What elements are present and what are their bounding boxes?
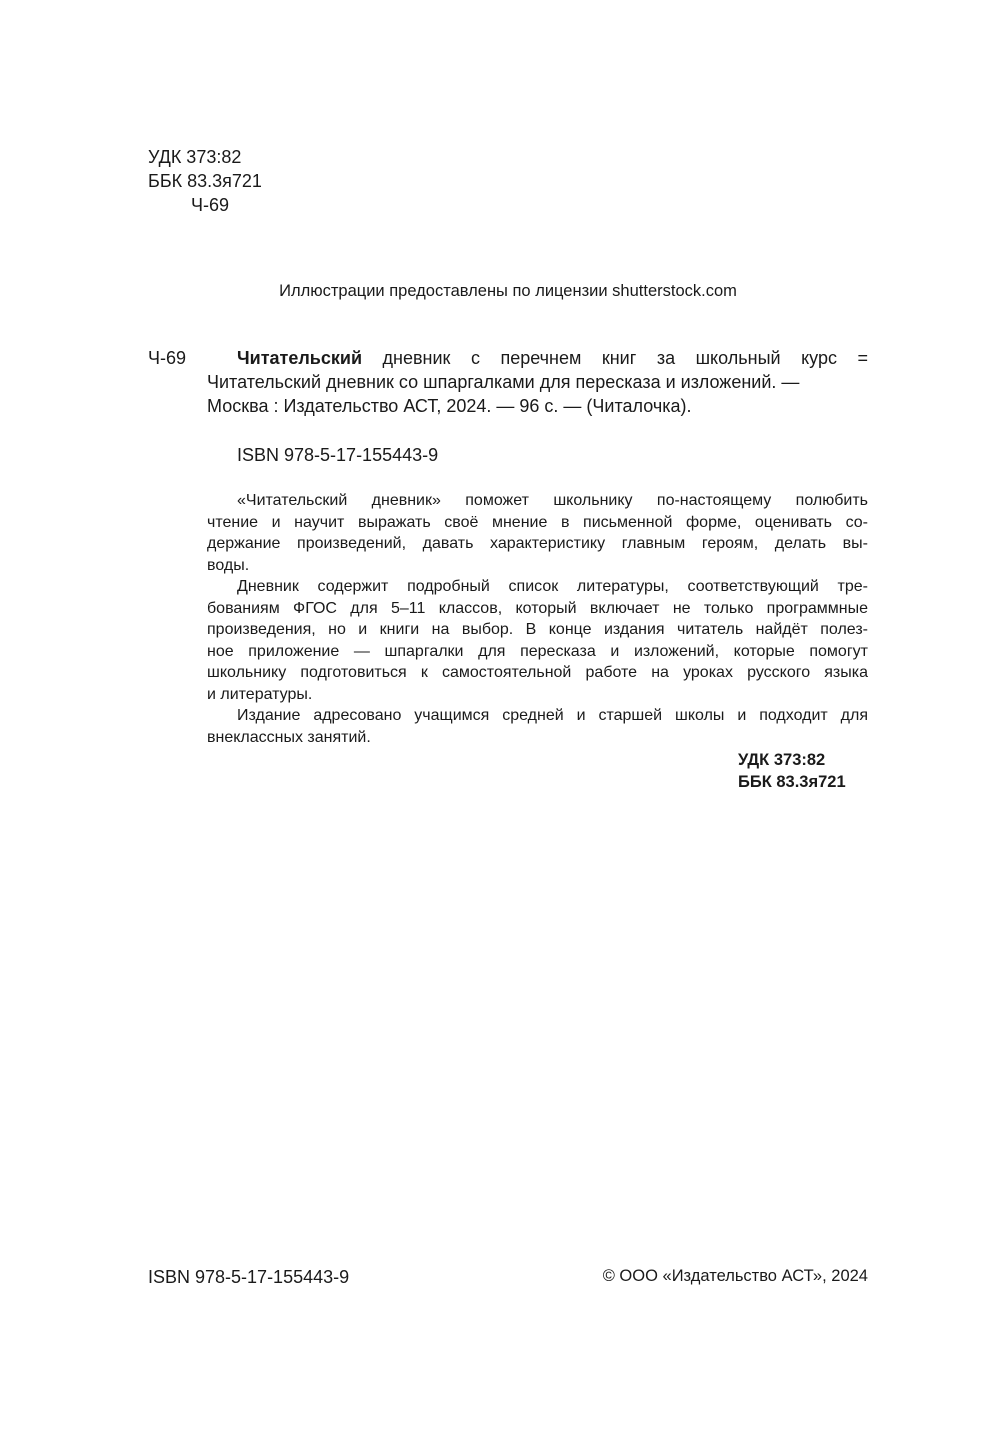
annotation-line: бованиям ФГОС для 5–11 классов, который включает не только программные — [207, 599, 868, 617]
annotation-paragraph-1 — [207, 490, 868, 576]
entry-isbn: ISBN 978-5-17-155443-9 — [237, 445, 439, 465]
bibliographic-entry — [207, 346, 868, 418]
annotation-line: произведения, но и книги на выбор. В конце издания читатель найдёт полез- — [207, 621, 868, 638]
annotation — [207, 490, 868, 748]
annotation-line: «Читательский дневник» поможет школьнику по-настоящему полюбить — [237, 492, 868, 509]
illustrations-note: Иллюстрации предоставлены по лицензии shutterstock.com — [279, 282, 737, 300]
annotation-line: держание произведений, давать характеристику главным героям, делать вы- — [207, 535, 868, 552]
entry-author-mark: Ч-69 — [148, 348, 187, 368]
entry-line-1 — [207, 346, 868, 370]
annotation-line: чтение и научит выражать своё мнение в письменной форме, оценивать со- — [207, 513, 868, 531]
entry-line-2: Читательский дневник со шпаргалками для пересказа и изложений. — — [207, 372, 800, 392]
bottom-udk-code: УДК 373:82 — [738, 751, 826, 769]
bottom-bbk-code: ББК 83.3я721 — [738, 772, 846, 791]
author-mark: Ч-69 — [191, 195, 230, 215]
entry-title-bold: Читательский — [237, 348, 363, 368]
footer-isbn: ISBN 978-5-17-155443-9 — [148, 1267, 350, 1287]
annotation-line: ное приложение — шпаргалки для пересказа и изложений, которые помогут — [207, 642, 868, 660]
annotation-line: внеклассных занятий. — [207, 728, 371, 746]
bbk-code: ББК 83.3я721 — [148, 171, 262, 191]
bottom-classification-codes — [738, 750, 846, 793]
annotation-line: и литературы. — [207, 685, 313, 703]
udk-code: УДК 373:82 — [148, 147, 242, 167]
annotation-line: школьнику подготовиться к самостоятельной работе на уроках русского языка — [207, 664, 868, 681]
entry-line-3: Москва : Издательство АСТ, 2024. — 96 с. — (Читалочка). — [207, 396, 692, 416]
annotation-paragraph-2 — [207, 576, 868, 705]
classification-codes — [148, 145, 262, 217]
annotation-line: воды. — [207, 556, 250, 574]
footer-copyright: © ООО «Издательство АСТ», 2024 — [602, 1267, 868, 1285]
annotation-line: Издание адресовано учащимся средней и старшей школы и подходит для — [237, 707, 868, 724]
annotation-paragraph-3 — [207, 705, 868, 748]
annotation-line: Дневник содержит подробный список литературы, соответствующий тре- — [237, 578, 868, 595]
entry-line-1-rest: дневник с перечнем книг за школьный курс = — [362, 348, 868, 368]
